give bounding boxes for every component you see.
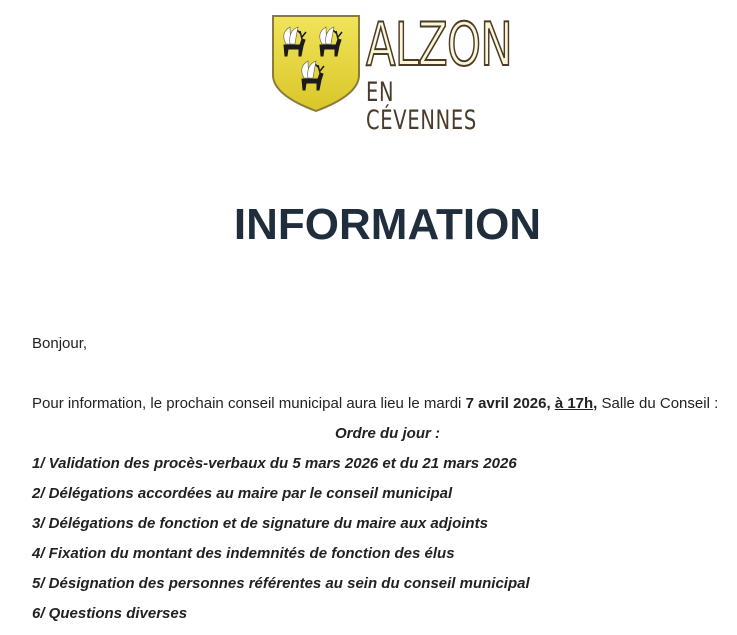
- info-suffix-comma: ,: [593, 395, 598, 412]
- meeting-date: 7 avril 2026: [465, 395, 547, 412]
- agenda-item: 3/ Délégations de fonction et de signature du maire aux adjoints: [32, 515, 488, 532]
- logo-name: ALZON: [366, 10, 512, 80]
- agenda-title: Ordre du jour :: [335, 425, 440, 442]
- greeting-text: Bonjour,: [32, 335, 88, 352]
- meeting-time: à 17h: [554, 395, 594, 412]
- alzon-logo: [270, 10, 512, 136]
- agenda-item: 5/ Désignation des personnes référentes au sein du conseil municipal: [32, 575, 530, 592]
- page-title: INFORMATION: [233, 200, 542, 249]
- agenda-item: 4/ Fixation du montant des indemnités de fonction des élus: [32, 545, 455, 562]
- info-paragraph: [32, 395, 718, 412]
- agenda-item: 1/ Validation des procès-verbaux du 5 mars 2026 et du 21 mars 2026: [32, 455, 517, 472]
- info-suffix: Salle du Conseil :: [597, 395, 719, 412]
- coat-of-arms-shield-icon: [270, 13, 362, 113]
- info-prefix: Pour information, le prochain conseil municipal aura lieu le mardi: [32, 395, 466, 412]
- info-comma: ,: [546, 395, 555, 412]
- logo-subname: EN CÉVENNES: [366, 77, 477, 136]
- agenda-item: 6/ Questions diverses: [32, 605, 188, 622]
- agenda-item: 2/ Délégations accordées au maire par le conseil municipal: [32, 485, 453, 502]
